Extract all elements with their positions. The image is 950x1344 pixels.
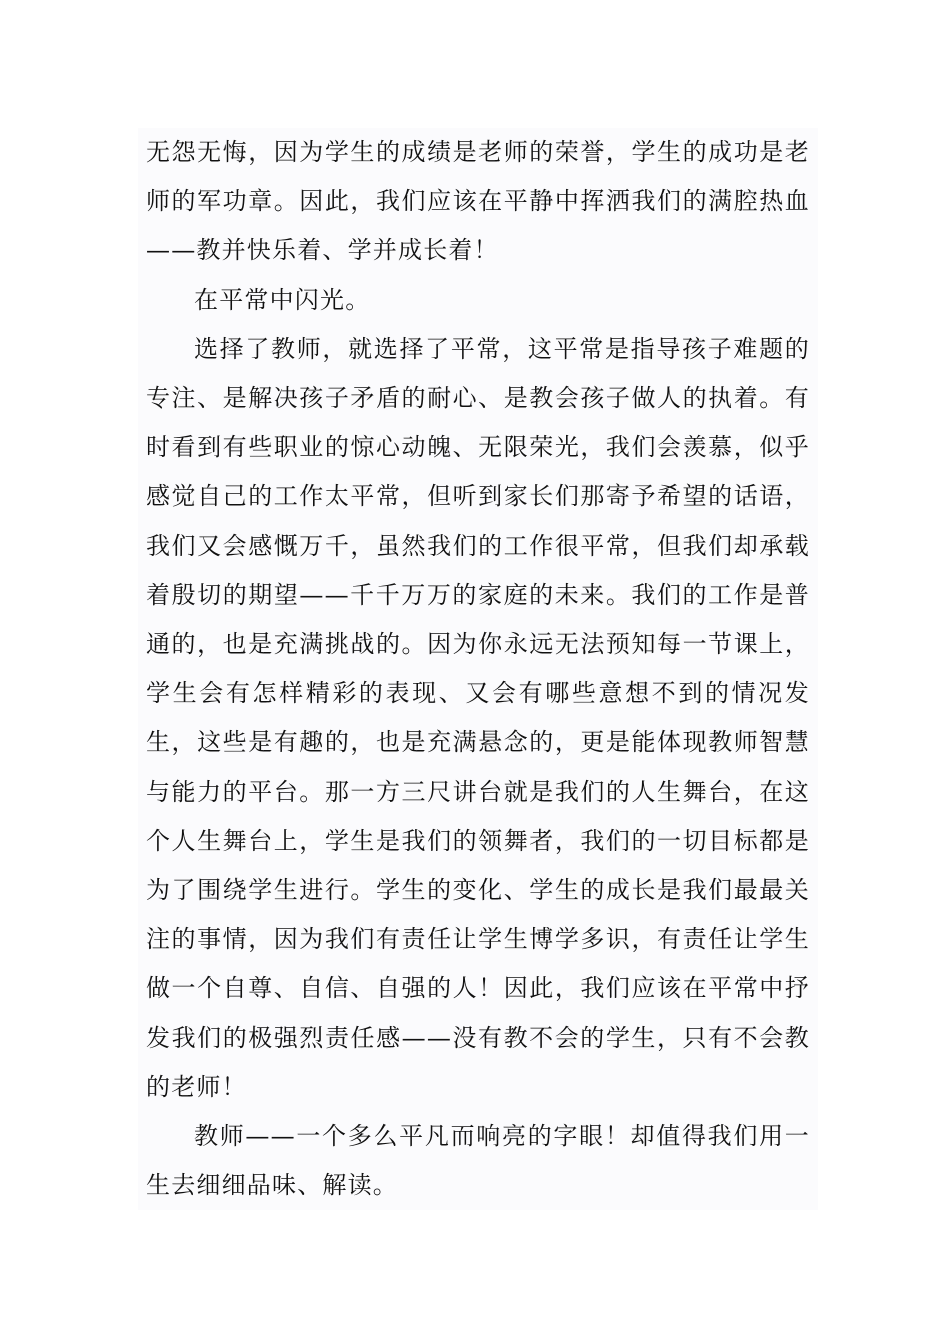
section-heading-ordinary: 在平常中闪光。 — [138, 276, 818, 325]
paragraph-ordinary: 选择了教师，就选择了平常，这平常是指导孩子难题的专注、是解决孩子矛盾的耐心、是教会孩子做人的执着。有时看到有些职业的惊心动魄、无限荣光，我们会羡慕，似乎感觉自己的工作太平常，但听到家长们那寄予希望的话语，我们又会感慨万千，虽然我们的工作很平常，但我们却承载着殷切的期望——千千万万的家庭的未来。我们的工作是普通的，也是充满挑战的。因为你永远无法预知每一节课上，学生会有怎样精彩的表现、又会有哪些意想不到的情况发生，这些是有趣的，也是充满悬念的，更是能体现教师智慧与能力的平台。那一方三尺讲台就是我们的人生舞台，在这个人生舞台上，学生是我们的领舞者，我们的一切目标都是为了围绕学生进行。学生的变化、学生的成长是我们最最关注的事情，因为我们有责任让学生博学多识，有责任让学生做一个自尊、自信、自强的人！因此，我们应该在平常中抒发我们的极强烈责任感——没有教不会的学生，只有不会教的老师！ — [138, 325, 818, 1112]
paragraph-closing: 教师——一个多么平凡而响亮的字眼！却值得我们用一生去细细品味、解读。 — [138, 1112, 818, 1210]
paragraph-conclusion-calm: 无怨无悔，因为学生的成绩是老师的荣誉，学生的成功是老师的军功章。因此，我们应该在平静中挥洒我们的满腔热血——教并快乐着、学并成长着！ — [138, 128, 818, 276]
body-text — [138, 128, 818, 1210]
